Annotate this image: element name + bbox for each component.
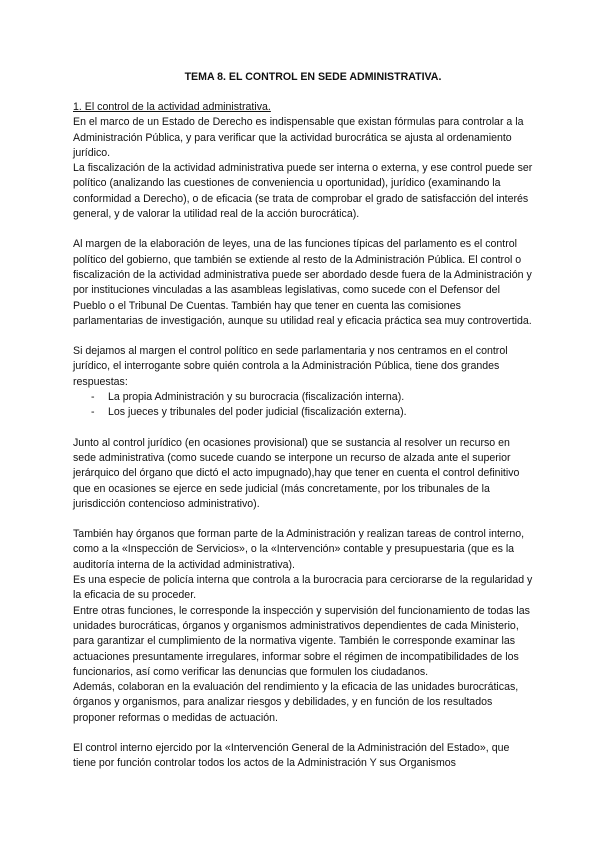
paragraph-gap — [73, 726, 533, 741]
list-item: - La propia Administración y su burocracia (fiscalización interna). — [91, 390, 533, 405]
paragraph: En el marco de un Estado de Derecho es indispensable que existan fórmulas para controlar a la Administración Pública, y para verificar que la actividad burocrática se ajusta al ordenamiento jurídico. — [73, 116, 524, 159]
paragraph: Entre otras funciones, le corresponde la inspección y supervisión del funcionamiento de todas las unidades burocráticas, órganos y organismos administrativos dependientes de cada Ministerio, para garantizar el cumplimiento de la normativa vigente. También le corresponde examinar las actuaciones presuntamente irregulares, informar sobre el régimen de incompatibilidades de los funcionarios, así como verificar las denuncias que formulen los ciudadanos. — [73, 604, 530, 678]
document-body — [73, 70, 533, 772]
paragraph-gap — [73, 512, 533, 527]
dash-list — [73, 390, 533, 421]
list-item: - Los jueces y tribunales del poder judicial (fiscalización externa). — [91, 405, 533, 420]
section-heading: 1. El control de la actividad administrativa. — [73, 101, 271, 113]
paragraph: Además, colaboran en la evaluación del rendimiento y la eficacia de las unidades burocráticas, órganos y organismos, para analizar riesgos y debilidades, y en función de los resultados proponer reformas o medidas de actuación. — [73, 681, 519, 724]
paragraph: El control interno ejercido por la «Intervención General de la Administración del Estado», que tiene por función controlar todos los actos de la Administración Y sus Organismos — [73, 741, 510, 770]
paragraph-gap — [73, 329, 533, 344]
document-title: TEMA 8. EL CONTROL EN SEDE ADMINISTRATIVA. — [184, 71, 442, 83]
paragraph-gap — [73, 222, 533, 237]
paragraph: Junto al control jurídico (en ocasiones provisional) que se sustancia al resolver un recurso en sede administrativa (como sucede cuando se interpone un recurso de alzada ante el superior jerárquico del órgano que dictó el acto impugnado),hay que tener en cuenta el control definitivo que en ocasiones se ejerce en sede judicial (más concretamente, por los tribunales de la jurisdicción contencioso administrativo). — [73, 436, 520, 510]
paragraph-gap — [73, 421, 533, 436]
paragraph: La fiscalización de la actividad administrativa puede ser interna o externa, y ese control puede ser político (analizando las cuestiones de conveniencia u oportunidad), jurídico (examinando la conformidad a Derecho), o de eficacia (se trata de comprobar el grado de satisfacción del interés general, y de valorar la utilidad real de la acción burocrática). — [73, 162, 533, 221]
paragraph: Al margen de la elaboración de leyes, una de las funciones típicas del parlamento es el control político del gobierno, que también se extiende al resto de la Administración Pública. El control o fiscalización de la actividad administrativa puede ser abordado desde fuera de la Administración y por instituciones vinculadas a las asambleas legislativas, como sucede con el Defensor del Pueblo o el Tribunal De Cuentas. También hay que tener en cuenta las comisiones parlamentarias de investigación, aunque su utilidad real y eficacia práctica sea muy controvertida. — [73, 238, 532, 327]
paragraph: Es una especie de policía interna que controla a la burocracia para cerciorarse de la regularidad y la eficacia de su proceder. — [73, 574, 533, 602]
paragraph: También hay órganos que forman parte de la Administración y realizan tareas de control interno, como a la «Inspección de Servicios», o la «Intervención» contable y presupuestaria (que es la auditoría interna de la actividad administrativa). — [73, 528, 525, 571]
paragraph: Si dejamos al margen el control político en sede parlamentaria y nos centramos en el control jurídico, el interrogante sobre quién controla a la Administración Pública, tiene dos grandes respuestas: — [73, 345, 508, 388]
